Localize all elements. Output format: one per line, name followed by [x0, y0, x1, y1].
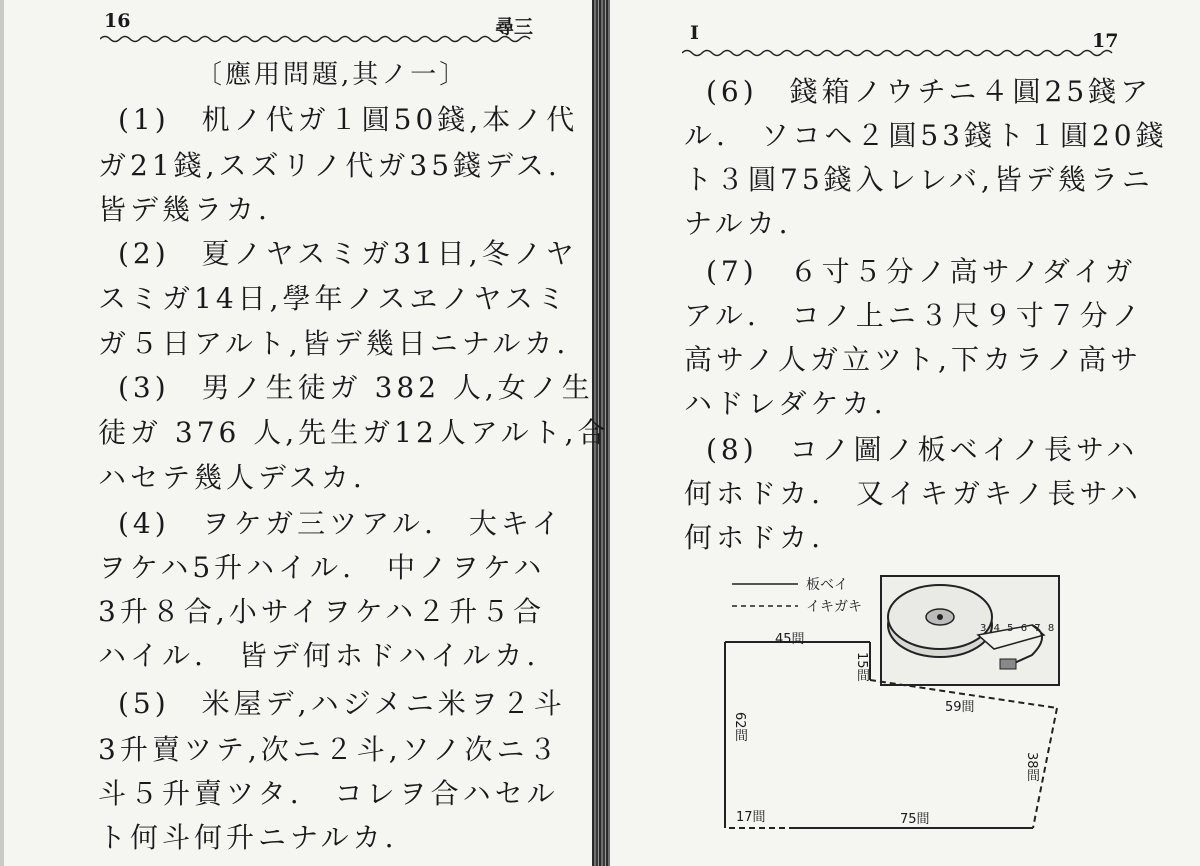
- text-line: (4) ヲケガ三ツアル. 大キイ: [118, 507, 564, 540]
- dim-top: 45間: [775, 632, 805, 647]
- dim-left: 62間: [732, 712, 747, 742]
- section-heading: 〔應用問題,其ノ一〕: [196, 60, 469, 90]
- left-header-rule: [100, 34, 535, 44]
- dim-bottom-left: 17間: [736, 810, 766, 825]
- text-line: ガ５日アルト,皆デ幾日ニナルカ.: [98, 327, 570, 360]
- left-running-head: 尋三: [495, 16, 534, 38]
- dim-diagonal: 59間: [945, 700, 975, 715]
- text-line: 何ホドカ.: [684, 521, 825, 554]
- dim-notch: 15間: [854, 652, 869, 682]
- right-page-number: 17: [1092, 30, 1119, 52]
- text-line: 斗５升賣ツタ. コレヲ合ハセル: [98, 777, 559, 810]
- text-line: (7) ６寸５分ノ高サノダイガ: [706, 255, 1137, 288]
- text-line: (2) 夏ノヤスミガ31日,冬ノヤ: [118, 237, 578, 270]
- legend-solid-label: 板ベイ: [806, 577, 848, 593]
- text-line: スミガ14日,學年ノスヱノヤスミ: [98, 282, 569, 315]
- text-line: 高サノ人ガ立ツト,下カラノ高サ: [684, 343, 1143, 376]
- text-line: 皆デ幾ラカ.: [98, 193, 271, 226]
- tape-mark: 7: [1034, 623, 1043, 634]
- field-plan-diagram: [715, 630, 1065, 840]
- text-line: ハドレダケカ.: [684, 387, 887, 420]
- text-line: (1) 机ノ代ガ１圓50錢,本ノ代: [118, 103, 579, 136]
- text-line: 3升賣ツテ,次ニ２斗,ソノ次ニ３: [98, 733, 561, 766]
- tape-mark: 6: [1020, 623, 1030, 634]
- text-line: (6) 錢箱ノウチニ４圓25錢ア: [706, 75, 1153, 108]
- tape-mark: 5: [1007, 623, 1016, 634]
- text-line: 何ホドカ. 又イキガキノ長サハ: [684, 477, 1142, 510]
- page-edge: [0, 0, 4, 866]
- tape-mark: 3: [980, 623, 989, 634]
- text-line: 徒ガ 376 人,先生ガ12人アルト,合: [98, 416, 610, 449]
- tape-mark: 4: [993, 623, 1002, 634]
- text-line: ハイル. 皆デ何ホドハイルカ.: [98, 639, 540, 672]
- text-line: 3升８合,小サイヲケハ２升５合: [98, 595, 546, 628]
- legend-dashed-line: [732, 604, 800, 608]
- dim-bottom: 75間: [900, 812, 930, 827]
- text-line: ト何斗何升ニナルカ.: [98, 821, 398, 854]
- dim-right: 38間: [1024, 752, 1039, 782]
- text-line: (5) 米屋デ,ハジメニ米ヲ２斗: [118, 687, 566, 720]
- tape-mark: 8: [1047, 623, 1057, 634]
- text-line: (3) 男ノ生徒ガ 382 人,女ノ生: [118, 371, 594, 404]
- right-running-head: I: [690, 22, 699, 44]
- text-line: ハセテ幾人デスカ.: [98, 461, 366, 494]
- text-line: ガ21錢,スズリノ代ガ35錢デス.: [98, 149, 561, 182]
- left-page-number: 16: [104, 10, 131, 32]
- text-line: アル. コノ上ニ３尺９寸７分ノ: [684, 299, 1144, 332]
- legend-solid-line: [732, 582, 800, 586]
- text-line: ナルカ.: [684, 207, 792, 240]
- right-header-rule: [682, 48, 1117, 58]
- text-line: (8) コノ圖ノ板ベイノ長サハ: [706, 433, 1139, 466]
- text-line: ト３圓75錢入レレバ,皆デ幾ラニ: [684, 163, 1154, 196]
- text-line: ル. ソコヘ２圓53錢ト１圓20錢: [684, 119, 1168, 152]
- legend-dashed-label: イキガキ: [806, 599, 862, 615]
- text-line: ヲケハ5升ハイル. 中ノヲケハ: [98, 551, 546, 584]
